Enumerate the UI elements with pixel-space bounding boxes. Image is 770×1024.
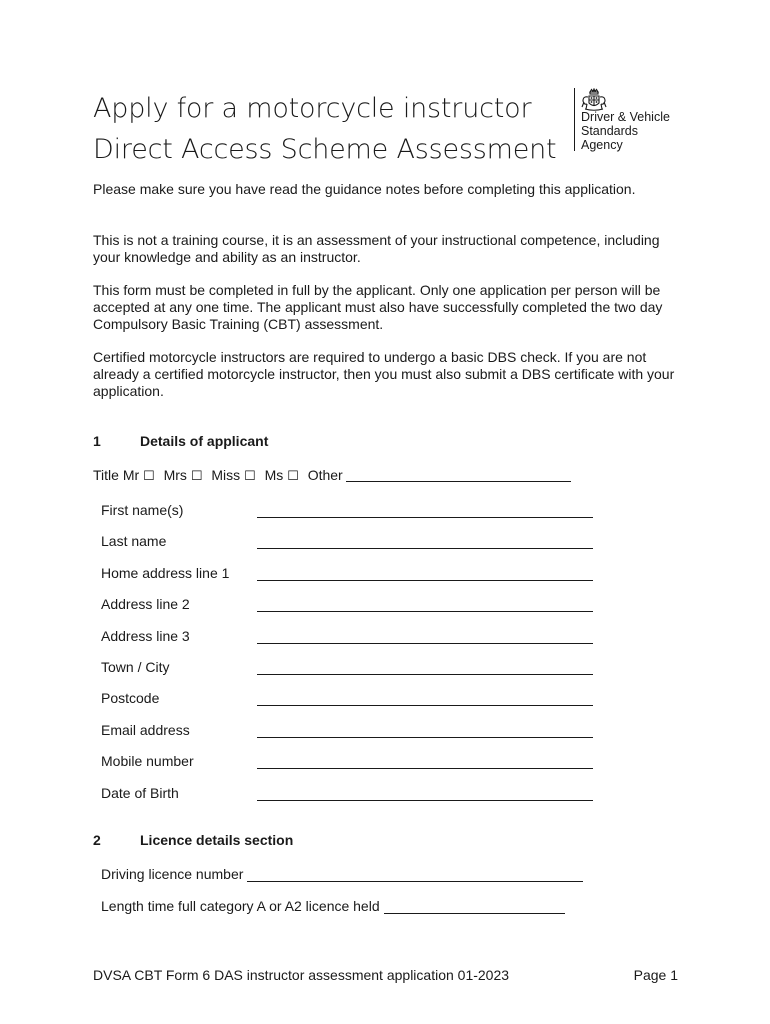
title-option-mr: Mr ☐ bbox=[122, 467, 155, 484]
mr-checkbox[interactable]: ☐ bbox=[143, 469, 155, 484]
email-address-field[interactable] bbox=[257, 737, 593, 738]
address-line-3-row bbox=[101, 628, 596, 648]
intro-paragraph-completion: This form must be completed in full by the applicant. Only one application per person will be accepted at any one time. The applicant must also have successfully completed the two day Compulsory Basic Training (CBT) assessment. bbox=[93, 282, 663, 332]
first-name-field[interactable] bbox=[257, 517, 593, 518]
mrs-checkbox[interactable]: ☐ bbox=[190, 469, 203, 484]
agency-line-2: Standards bbox=[581, 124, 638, 138]
mobile-number-row bbox=[101, 753, 596, 773]
section-2-number: 2 bbox=[93, 832, 101, 848]
intro-paragraph-guidance: Please make sure you have read the guidance notes before completing this application. bbox=[93, 181, 636, 197]
licence-length-field[interactable] bbox=[384, 899, 565, 914]
date-of-birth-field[interactable] bbox=[257, 800, 593, 801]
last-name-field[interactable] bbox=[257, 548, 593, 549]
section-1-title: Details of applicant bbox=[140, 433, 269, 449]
driving-licence-number-row bbox=[101, 866, 583, 883]
form-reference: DVSA CBT Form 6 DAS instructor assessment application 01-2023 bbox=[93, 967, 510, 983]
mobile-number-label: Mobile number bbox=[101, 753, 194, 769]
home-address-line-1-label: Home address line 1 bbox=[101, 565, 230, 581]
email-address-row bbox=[101, 722, 596, 742]
page-number: Page 1 bbox=[633, 967, 678, 983]
ms-checkbox[interactable]: ☐ bbox=[287, 469, 299, 484]
dvsa-logo bbox=[572, 88, 692, 154]
licence-length-label: Length time full category A or A2 licence held bbox=[101, 898, 380, 914]
section-2-title: Licence details section bbox=[140, 832, 294, 848]
town-city-label: Town / City bbox=[101, 659, 170, 675]
home-address-line-1-row bbox=[101, 565, 596, 585]
section-1-number: 1 bbox=[93, 433, 101, 449]
address-line-2-row bbox=[101, 596, 596, 616]
logo-rule bbox=[574, 88, 575, 151]
address-line-3-label: Address line 3 bbox=[101, 628, 190, 644]
last-name-label: Last name bbox=[101, 533, 167, 549]
agency-line-1: Driver & Vehicle bbox=[581, 110, 670, 124]
date-of-birth-label: Date of Birth bbox=[101, 785, 179, 801]
first-name-row bbox=[101, 502, 596, 522]
title-option-mrs: Mrs ☐ bbox=[163, 467, 203, 484]
other-title-field[interactable] bbox=[346, 467, 571, 482]
town-city-row bbox=[101, 659, 596, 679]
title-option-other: Other bbox=[307, 467, 343, 483]
intro-paragraph-dbs: Certified motorcycle instructors are required to undergo a basic DBS check. If you are not already a certified motorcycle instructor, then you must also submit a DBS certificate with your application. bbox=[93, 349, 675, 399]
title-line-2: Direct Access Scheme Assessment bbox=[93, 134, 557, 165]
driving-licence-number-label: Driving licence number bbox=[101, 866, 244, 882]
postcode-row bbox=[101, 690, 596, 710]
intro-paragraph-assessment: This is not a training course, it is an assessment of your instructional competence, including your knowledge and ability as an instructor. bbox=[93, 232, 660, 265]
first-name-label: First name(s) bbox=[101, 502, 184, 518]
miss-checkbox[interactable]: ☐ bbox=[244, 469, 256, 484]
address-line-2-label: Address line 2 bbox=[101, 596, 190, 612]
royal-crest-icon bbox=[580, 88, 608, 112]
address-line-2-field[interactable] bbox=[257, 611, 593, 612]
title-option-miss: Miss ☐ bbox=[211, 467, 256, 484]
mobile-number-field[interactable] bbox=[257, 768, 593, 769]
title-selection-row bbox=[93, 467, 571, 485]
licence-length-row bbox=[101, 898, 565, 915]
agency-name bbox=[581, 110, 670, 152]
last-name-row bbox=[101, 533, 596, 553]
email-address-label: Email address bbox=[101, 722, 190, 738]
postcode-field[interactable] bbox=[257, 705, 593, 706]
title-option-ms: Ms ☐ bbox=[264, 467, 299, 484]
home-address-line-1-field[interactable] bbox=[257, 580, 593, 581]
title-label: Title bbox=[93, 467, 119, 483]
page-title bbox=[93, 88, 563, 170]
title-line-1: Apply for a motorcycle instructor bbox=[93, 93, 532, 124]
address-line-3-field[interactable] bbox=[257, 643, 593, 644]
agency-line-3: Agency bbox=[581, 138, 623, 152]
driving-licence-number-field[interactable] bbox=[247, 867, 583, 882]
town-city-field[interactable] bbox=[257, 674, 593, 675]
date-of-birth-row bbox=[101, 785, 596, 805]
postcode-label: Postcode bbox=[101, 690, 160, 706]
